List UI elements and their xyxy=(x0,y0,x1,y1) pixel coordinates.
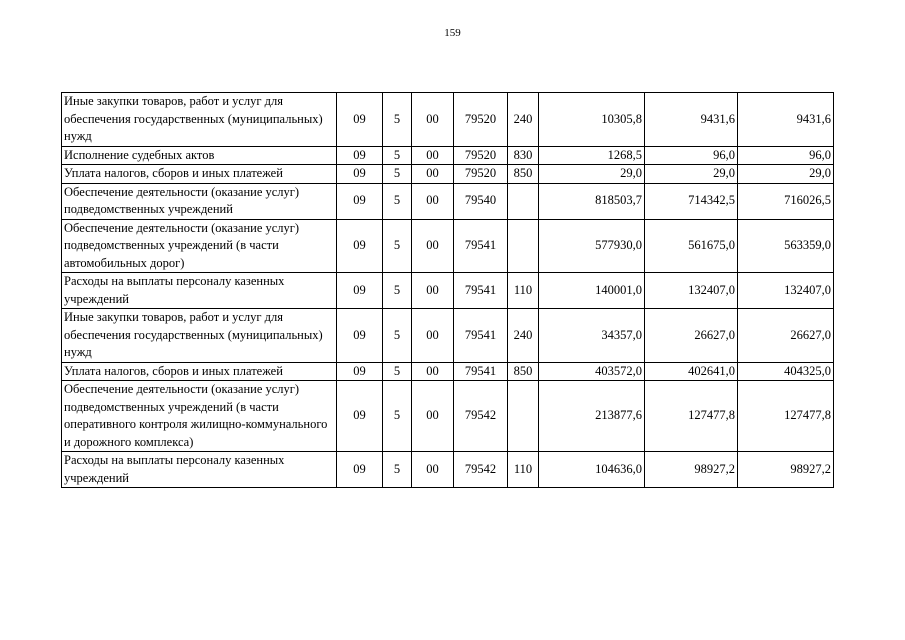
program-code: 00 xyxy=(412,165,454,184)
value-1: 818503,7 xyxy=(539,183,645,219)
value-2: 26627,0 xyxy=(645,309,738,363)
section-code: 09 xyxy=(337,273,383,309)
program-code: 00 xyxy=(412,381,454,452)
article-code: 79520 xyxy=(454,146,508,165)
value-1: 104636,0 xyxy=(539,452,645,488)
value-3: 404325,0 xyxy=(738,362,834,381)
table-body xyxy=(62,93,834,488)
row-name: Расходы на выплаты персоналу казенных учреждений xyxy=(62,452,337,488)
table-row xyxy=(62,146,834,165)
expense-type-code: 110 xyxy=(508,452,539,488)
expense-type-code xyxy=(508,183,539,219)
program-code: 00 xyxy=(412,219,454,273)
row-name: Уплата налогов, сборов и иных платежей xyxy=(62,362,337,381)
table-row xyxy=(62,183,834,219)
value-3: 127477,8 xyxy=(738,381,834,452)
subsection-code: 5 xyxy=(383,309,412,363)
program-code: 00 xyxy=(412,309,454,363)
value-1: 1268,5 xyxy=(539,146,645,165)
table-row xyxy=(62,362,834,381)
value-2: 9431,6 xyxy=(645,93,738,147)
budget-table xyxy=(61,92,834,488)
subsection-code: 5 xyxy=(383,183,412,219)
value-3: 716026,5 xyxy=(738,183,834,219)
article-code: 79541 xyxy=(454,273,508,309)
value-1: 140001,0 xyxy=(539,273,645,309)
section-code: 09 xyxy=(337,362,383,381)
subsection-code: 5 xyxy=(383,362,412,381)
subsection-code: 5 xyxy=(383,381,412,452)
article-code: 79520 xyxy=(454,93,508,147)
table-row xyxy=(62,219,834,273)
value-3: 98927,2 xyxy=(738,452,834,488)
section-code: 09 xyxy=(337,452,383,488)
subsection-code: 5 xyxy=(383,219,412,273)
subsection-code: 5 xyxy=(383,452,412,488)
program-code: 00 xyxy=(412,93,454,147)
page-number: 159 xyxy=(444,27,461,39)
expense-type-code xyxy=(508,219,539,273)
value-3: 9431,6 xyxy=(738,93,834,147)
row-name: Расходы на выплаты персоналу казенных учреждений xyxy=(62,273,337,309)
program-code: 00 xyxy=(412,183,454,219)
article-code: 79541 xyxy=(454,219,508,273)
expense-type-code: 850 xyxy=(508,362,539,381)
value-3: 26627,0 xyxy=(738,309,834,363)
expense-type-code: 240 xyxy=(508,309,539,363)
row-name: Иные закупки товаров, работ и услуг для обеспечения государственных (муниципальных) нужд xyxy=(62,93,337,147)
value-2: 96,0 xyxy=(645,146,738,165)
expense-type-code: 240 xyxy=(508,93,539,147)
value-1: 403572,0 xyxy=(539,362,645,381)
row-name: Иные закупки товаров, работ и услуг для обеспечения государственных (муниципальных) нужд xyxy=(62,309,337,363)
value-3: 563359,0 xyxy=(738,219,834,273)
article-code: 79542 xyxy=(454,452,508,488)
row-name: Обеспечение деятельности (оказание услуг) подведомственных учреждений (в части оперативного контроля жилищно-коммунального и дорожного комплекса) xyxy=(62,381,337,452)
subsection-code: 5 xyxy=(383,165,412,184)
value-3: 132407,0 xyxy=(738,273,834,309)
value-2: 29,0 xyxy=(645,165,738,184)
value-1: 213877,6 xyxy=(539,381,645,452)
section-code: 09 xyxy=(337,165,383,184)
row-name: Обеспечение деятельности (оказание услуг) подведомственных учреждений xyxy=(62,183,337,219)
value-1: 29,0 xyxy=(539,165,645,184)
table-row xyxy=(62,309,834,363)
table-row xyxy=(62,452,834,488)
value-2: 402641,0 xyxy=(645,362,738,381)
section-code: 09 xyxy=(337,93,383,147)
section-code: 09 xyxy=(337,219,383,273)
section-code: 09 xyxy=(337,381,383,452)
article-code: 79541 xyxy=(454,309,508,363)
value-2: 127477,8 xyxy=(645,381,738,452)
section-code: 09 xyxy=(337,183,383,219)
article-code: 79541 xyxy=(454,362,508,381)
program-code: 00 xyxy=(412,273,454,309)
subsection-code: 5 xyxy=(383,93,412,147)
expense-type-code: 110 xyxy=(508,273,539,309)
value-3: 96,0 xyxy=(738,146,834,165)
value-2: 98927,2 xyxy=(645,452,738,488)
program-code: 00 xyxy=(412,362,454,381)
value-2: 561675,0 xyxy=(645,219,738,273)
section-code: 09 xyxy=(337,309,383,363)
article-code: 79542 xyxy=(454,381,508,452)
section-code: 09 xyxy=(337,146,383,165)
value-1: 34357,0 xyxy=(539,309,645,363)
program-code: 00 xyxy=(412,146,454,165)
row-name: Уплата налогов, сборов и иных платежей xyxy=(62,165,337,184)
expense-type-code xyxy=(508,381,539,452)
value-2: 132407,0 xyxy=(645,273,738,309)
program-code: 00 xyxy=(412,452,454,488)
expense-type-code: 830 xyxy=(508,146,539,165)
subsection-code: 5 xyxy=(383,273,412,309)
table-row xyxy=(62,93,834,147)
row-name: Обеспечение деятельности (оказание услуг) подведомственных учреждений (в части автомобильных дорог) xyxy=(62,219,337,273)
row-name: Исполнение судебных актов xyxy=(62,146,337,165)
expense-type-code: 850 xyxy=(508,165,539,184)
value-1: 10305,8 xyxy=(539,93,645,147)
article-code: 79540 xyxy=(454,183,508,219)
article-code: 79520 xyxy=(454,165,508,184)
table-row xyxy=(62,381,834,452)
value-1: 577930,0 xyxy=(539,219,645,273)
table-row xyxy=(62,273,834,309)
table-row xyxy=(62,165,834,184)
subsection-code: 5 xyxy=(383,146,412,165)
value-3: 29,0 xyxy=(738,165,834,184)
value-2: 714342,5 xyxy=(645,183,738,219)
